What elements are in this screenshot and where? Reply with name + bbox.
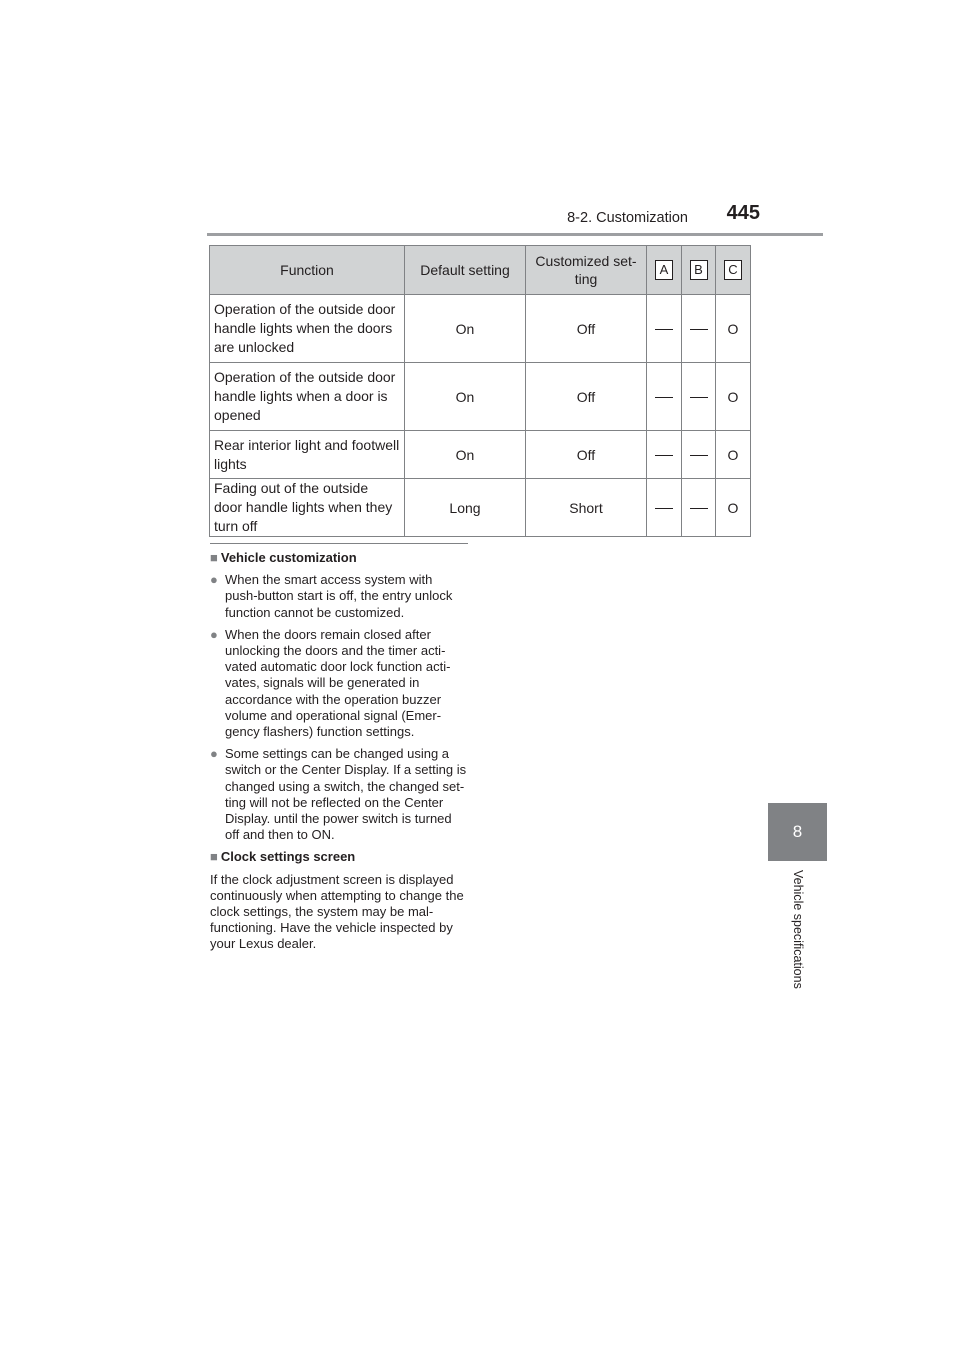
- header-c: [716, 246, 751, 295]
- row-function: Rear interior light and footwell lights: [210, 431, 405, 479]
- header-b-label: B: [690, 260, 708, 280]
- row-c: O: [716, 431, 751, 479]
- header-a-label: A: [655, 260, 673, 280]
- circle-bullet-icon: ●: [210, 746, 218, 762]
- square-bullet-icon: ■: [210, 849, 218, 865]
- row-c: O: [716, 479, 751, 537]
- dash-mark: [655, 397, 673, 398]
- vehicle-customization-heading: ■ Vehicle customization: [210, 550, 357, 565]
- row-b: [682, 363, 716, 431]
- note-text: When the smart access system with push-button start is off, the entry unlock function cannot be customized.: [225, 572, 453, 620]
- row-default: On: [405, 363, 526, 431]
- row-default: On: [405, 295, 526, 363]
- table-header-row: [210, 246, 751, 295]
- table-row: [210, 363, 751, 431]
- header-function: Function: [210, 246, 405, 295]
- list-item: [210, 627, 468, 740]
- row-function: Fading out of the outside door handle lights when they turn off: [210, 479, 405, 537]
- dash-mark: [690, 397, 708, 398]
- header-c-label: C: [724, 260, 742, 280]
- notes-divider: [210, 543, 468, 544]
- list-item: [210, 746, 468, 843]
- row-customized: Off: [526, 363, 647, 431]
- notes-section: [210, 543, 468, 953]
- row-a: [647, 479, 682, 537]
- customization-table: [209, 245, 751, 537]
- header-customized-setting: Customized set- ting: [526, 246, 647, 295]
- row-default: Long: [405, 479, 526, 537]
- note-text: Some settings can be changed using a switch or the Center Display. If a setting is changed using a switch, the changed set-ting will not be reflected on the Center Display. until the power switch is turned off and then to ON.: [225, 746, 467, 843]
- header-a: [647, 246, 682, 295]
- clock-settings-heading: ■ Clock settings screen: [210, 849, 356, 865]
- header-default-setting: Default setting: [405, 246, 526, 295]
- row-a: [647, 363, 682, 431]
- dash-mark: [655, 455, 673, 456]
- row-b: [682, 431, 716, 479]
- dash-mark: [655, 508, 673, 509]
- circle-bullet-icon: ●: [210, 626, 218, 642]
- row-customized: Short: [526, 479, 647, 537]
- row-function: Operation of the outside door handle lights when a door is opened: [210, 363, 405, 431]
- dash-mark: [655, 329, 673, 330]
- section-title: 8-2. Customization: [567, 210, 688, 226]
- chapter-title: Vehicle specifications: [791, 870, 805, 989]
- page-number: 445: [726, 202, 760, 224]
- row-a: [647, 295, 682, 363]
- dash-mark: [690, 455, 708, 456]
- circle-bullet-icon: ●: [210, 572, 218, 588]
- row-function: Operation of the outside door handle lights when the doors are unlocked: [210, 295, 405, 363]
- row-b: [682, 295, 716, 363]
- header-b: [682, 246, 716, 295]
- row-c: O: [716, 363, 751, 431]
- note-text: When the doors remain closed after unlocking the doors and the timer acti-vated automatic door lock function acti-vates, signals will be generated in accordance with the operation buzzer volume and operational signal (Emer-gency flashers) function settings.: [225, 626, 451, 740]
- row-c: O: [716, 295, 751, 363]
- dash-mark: [690, 508, 708, 509]
- header-rule: [207, 233, 823, 236]
- square-bullet-icon: ■: [210, 550, 218, 565]
- dash-mark: [690, 329, 708, 330]
- row-b: [682, 479, 716, 537]
- chapter-tab: [768, 803, 827, 861]
- row-customized: Off: [526, 431, 647, 479]
- row-default: On: [405, 431, 526, 479]
- chapter-number: 8: [792, 822, 803, 841]
- clock-settings-text: If the clock adjustment screen is displayed continuously when attempting to change the clock settings, the system may be mal-functioning. Have the vehicle inspected by your Lexus dealer.: [210, 871, 464, 952]
- list-item: [210, 572, 468, 621]
- table-row: [210, 431, 751, 479]
- table-row: [210, 479, 751, 537]
- row-a: [647, 431, 682, 479]
- table-row: [210, 295, 751, 363]
- row-customized: Off: [526, 295, 647, 363]
